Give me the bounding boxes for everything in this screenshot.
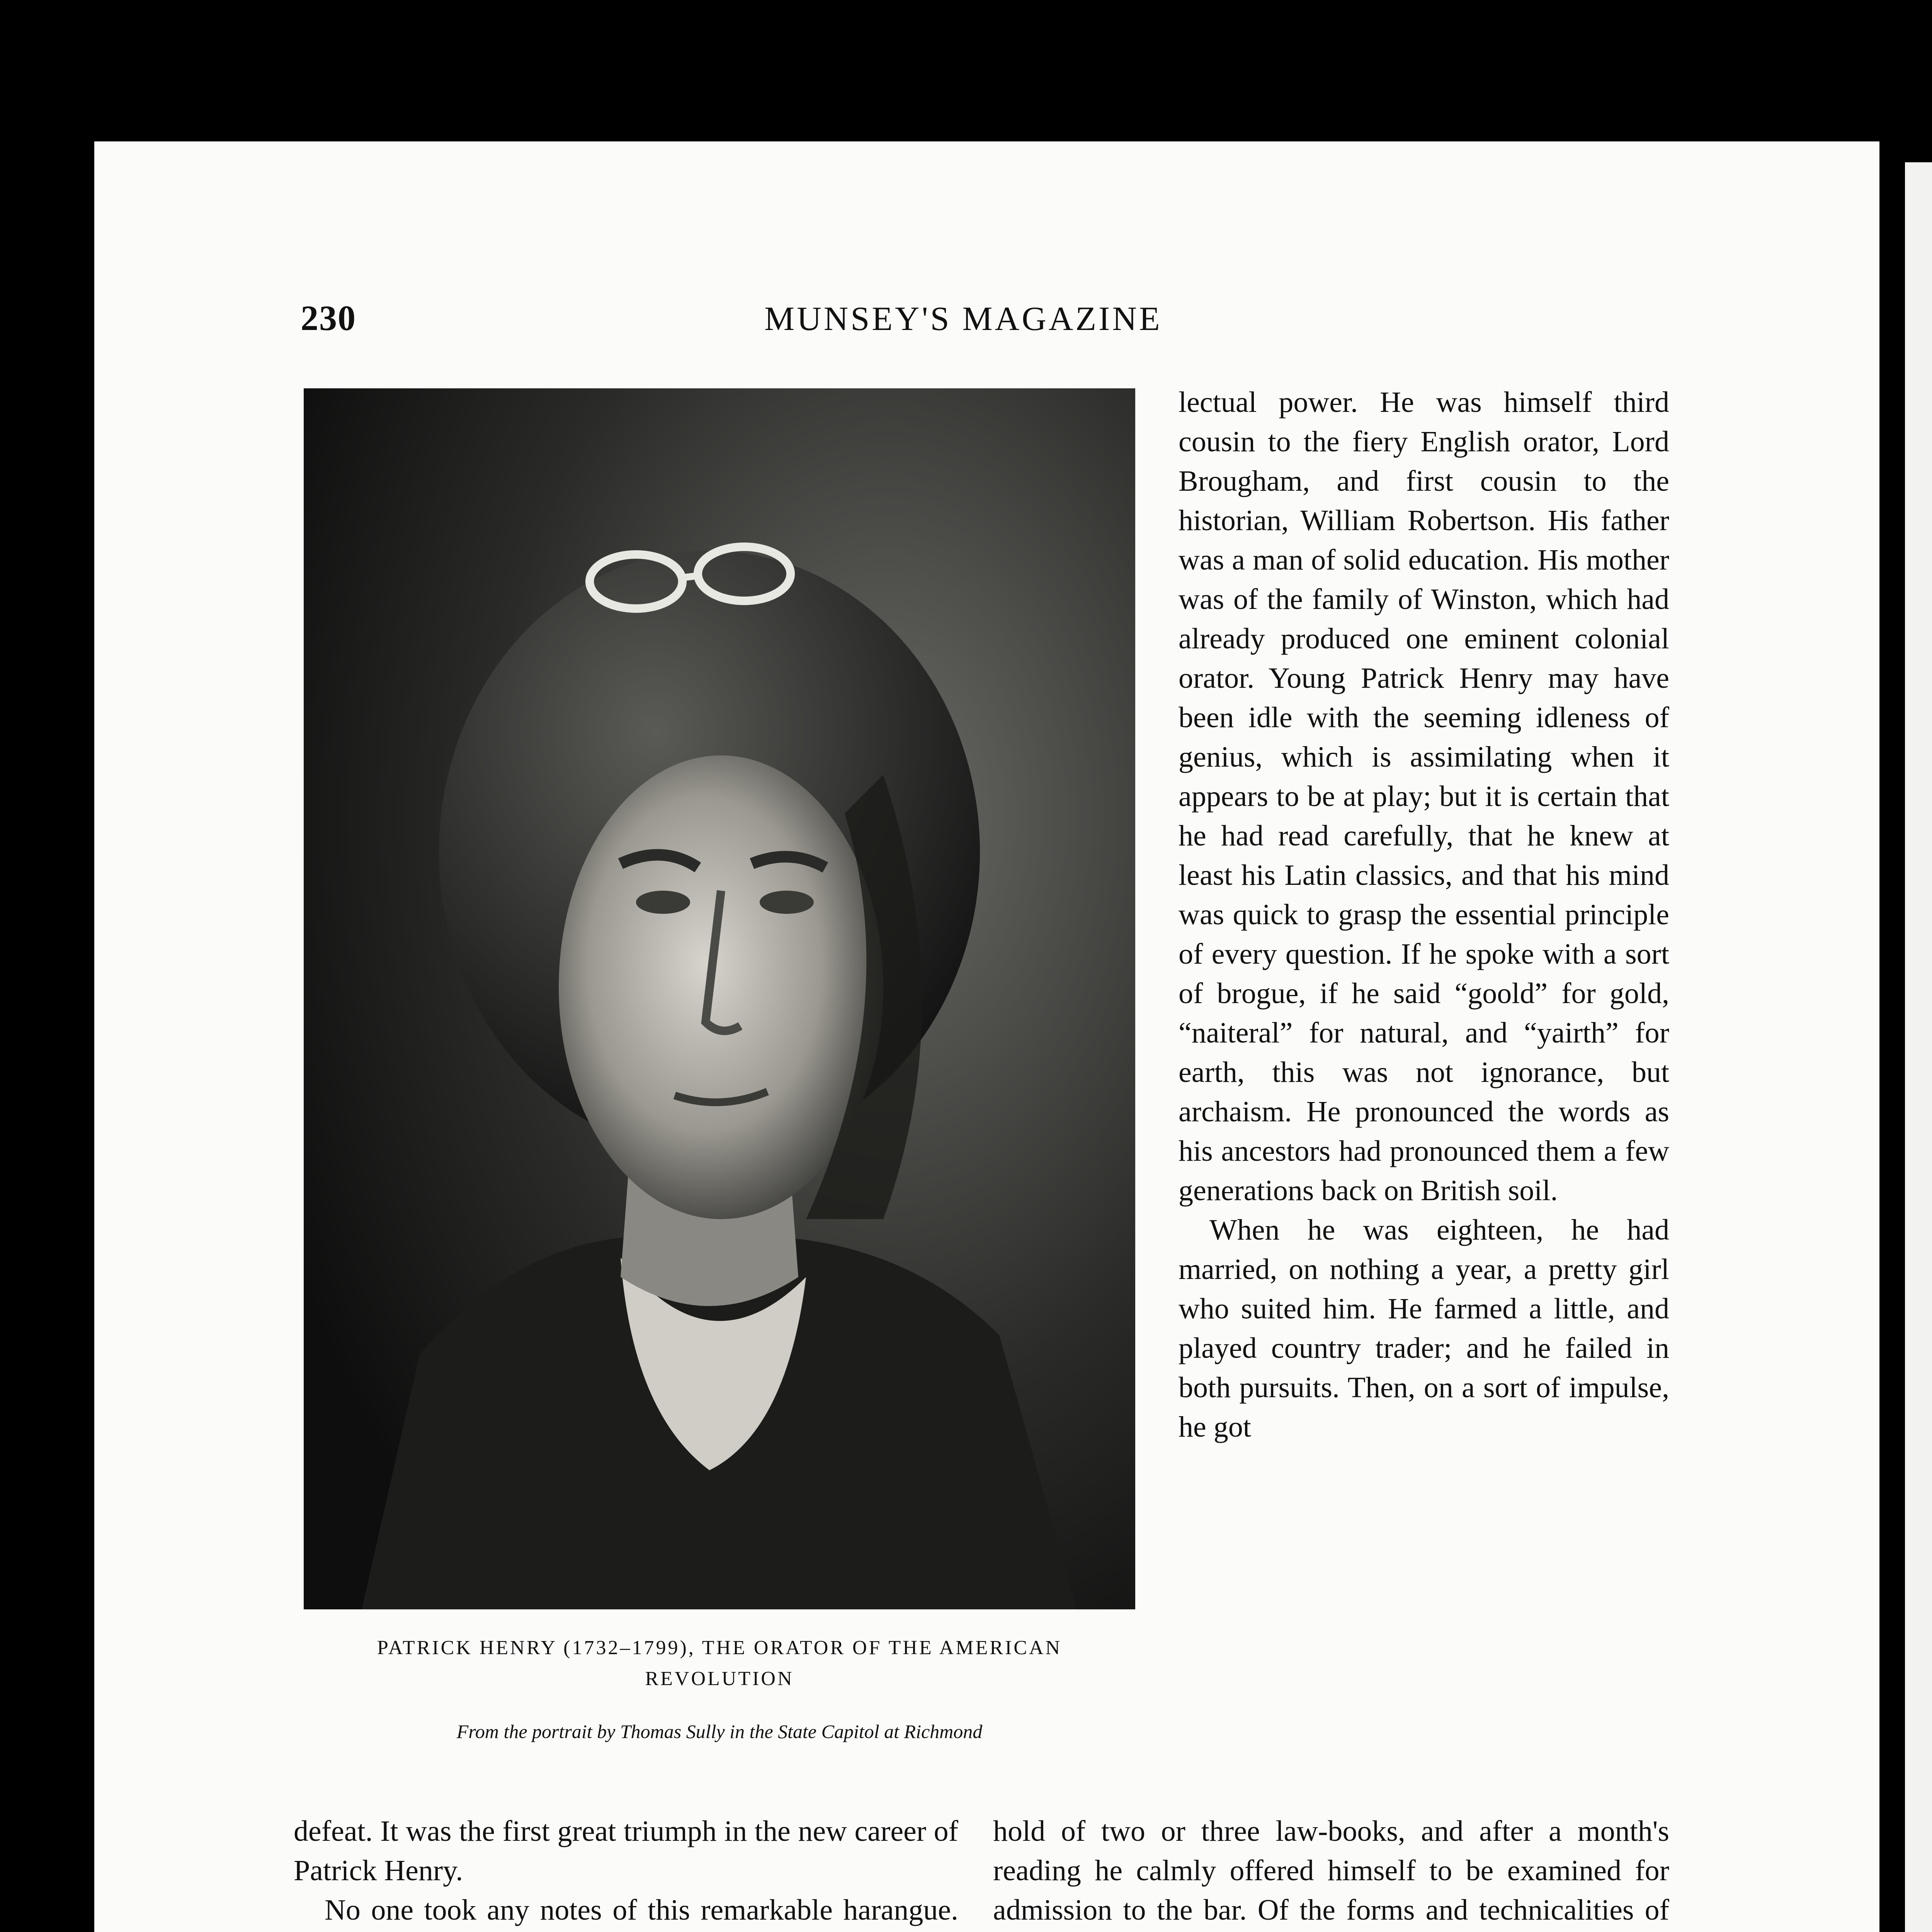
- running-head: MUNSEY'S MAGAZINE: [764, 300, 1162, 338]
- right-column-top: [1179, 383, 1669, 1447]
- paragraph: lectual power. He was himself third cousin to the fiery English orator, Lord Brougham, and first cousin to the historian, William Robertson. His father was a man of solid education. His mother was of the family of Winston, which had already produced one eminent colonial orator. Young Patrick Henry may have been idle with the seeming idleness of genius, which is assimilating when it appears to be at play; but it is certain that he had read carefully, that he knew at least his Latin classics, and that his mind was quick to grasp the essential principle of every question. If he spoke with a sort of brogue, if he said “goold” for gold, “naiteral” for natural, and “yairth” for earth, this was not ignorance, but archaism. He pronounced the words as his ancestors had pronounced them a few generations back on British soil.: [1179, 386, 1669, 1207]
- figure-caption: PATRICK HENRY (1732–1799), THE ORATOR OF THE AMERICAN REVOLUTION: [377, 1637, 1062, 1690]
- paragraph: When he was eighteen, he had married, on nothing a year, a pretty girl who suited him. He farmed a little, and played country trader; and he failed in both pursuits. Then, on a sort of impulse, he got: [1179, 1214, 1669, 1443]
- portrait-image: [304, 388, 1135, 1609]
- paragraph: No one took any notes of this remarkable harangue.: [325, 1894, 958, 1926]
- figure-credit: From the portrait by Thomas Sully in the State Capitol at Richmond: [456, 1721, 983, 1742]
- paragraph: hold of two or three law-books, and after a month's reading he calmly offered himself to be examined for admission to the bar. Of the forms and technicalities of: [993, 1815, 1669, 1926]
- page-number: 230: [301, 298, 356, 338]
- portrait-illustration: [304, 388, 1135, 1609]
- right-column-bottom: [993, 1811, 1669, 1932]
- adjacent-page-edge: [1905, 162, 1932, 1932]
- paragraph: defeat. It was the first great triumph in the new career of Patrick Henry.: [294, 1815, 958, 1887]
- left-column-bottom: [294, 1811, 958, 1932]
